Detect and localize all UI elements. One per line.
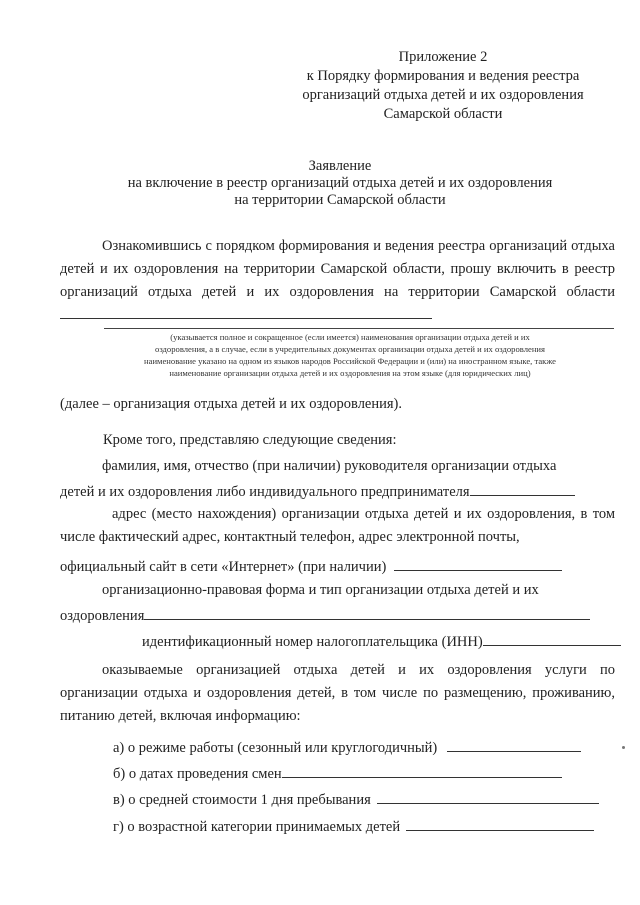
legal-form-paragraph — [60, 579, 615, 602]
title-line-1: Заявление — [308, 158, 372, 174]
legal-line-1: организационно-правовая форма и тип организации отдыха детей и их — [102, 582, 539, 598]
legal-form-field[interactable] — [144, 606, 590, 620]
head-line-2-row — [60, 482, 575, 501]
organization-name-field[interactable] — [60, 305, 432, 319]
item-b-field[interactable] — [282, 764, 562, 778]
note-line-2: оздоровления, а в случае, если в учредительных документах организации отдыха детей и их оздоровления — [155, 344, 545, 354]
after-note-text: (далее – организация отдыха детей и их оздоровления). — [60, 396, 403, 412]
head-name-field[interactable] — [470, 482, 575, 496]
intro-text: Ознакомившись с порядком формирования и ведения реестра организаций отдыха детей и их оздоровления на территории Самарской области, прошу включить в реестр организаций отдыха детей и их оздоровления на территории Самарской области — [60, 238, 615, 300]
item-b-label: б) о датах проведения смен — [113, 766, 282, 782]
item-c-row — [113, 790, 599, 809]
item-b-row — [113, 764, 562, 783]
head-field-paragraph — [60, 455, 615, 478]
item-a-field[interactable] — [447, 738, 581, 752]
item-d-label: г) о возрастной категории принимаемых детей — [113, 819, 401, 835]
note-line-1: (указывается полное и сокращенное (если имеется) наименования организации отдыха детей и их — [170, 332, 530, 342]
address-line-1: адрес (место нахождения) организации отдыха детей и их оздоровления, в — [112, 506, 588, 522]
inn-label: идентификационный номер налогоплательщика (ИНН) — [142, 634, 483, 650]
legal-line-2-row — [60, 606, 590, 625]
services-paragraph — [60, 659, 615, 728]
organization-name-line[interactable] — [104, 328, 614, 329]
appendix-line-4: Самарской области — [383, 106, 503, 122]
inn-row — [142, 632, 621, 651]
services-line-1: оказываемые организацией отдыха детей и их оздоровления услуги по — [102, 662, 615, 678]
services-line-3: проживанию, питанию детей, включая информацию: — [60, 685, 616, 724]
services-line-2: организации отдыха и оздоровления детей, в том числе по размещению, — [60, 685, 527, 701]
appendix-header — [278, 48, 608, 124]
appendix-line-2: к Порядку формирования и ведения реестра — [306, 68, 580, 84]
additional-info-heading: Кроме того, представляю следующие сведения: — [103, 432, 397, 448]
address-line-3-row — [60, 557, 562, 576]
appendix-line-3: организаций отдыха детей и их оздоровления — [302, 87, 584, 103]
inn-field[interactable] — [483, 632, 621, 646]
item-a-row — [113, 738, 581, 757]
item-c-label: в) о средней стоимости 1 дня пребывания — [113, 792, 371, 808]
item-a-label: а) о режиме работы (сезонный или круглогодичный) — [113, 740, 438, 756]
note-line-3: наименование указано на одном из языков народов Российской Федерации и (или) на иностранном языке, также — [144, 356, 556, 366]
address-line-3: официальный сайт в сети «Интернет» (при наличии) — [60, 559, 387, 575]
item-d-field[interactable] — [406, 817, 594, 831]
title-line-2: на включение в реестр организаций отдыха детей и их оздоровления — [127, 175, 553, 191]
scan-speck — [622, 746, 625, 749]
head-line-1: фамилия, имя, отчество (при наличии) руководителя организации отдыха — [102, 458, 557, 474]
title-line-3: на территории Самарской области — [234, 192, 446, 208]
document-title — [60, 158, 620, 209]
field-explanation-note — [100, 331, 600, 379]
legal-line-2: оздоровления — [60, 608, 145, 624]
address-field[interactable] — [394, 557, 562, 571]
note-line-4: наименование организации отдыха детей и их оздоровления на этом языке (для юридических лиц) — [169, 368, 531, 378]
item-c-field[interactable] — [377, 790, 599, 804]
head-line-2: детей и их оздоровления либо индивидуального предпринимателя — [60, 484, 470, 500]
address-line-2: том числе фактический адрес, контактный телефон, адрес электронной почты, — [60, 506, 616, 545]
item-d-row — [113, 817, 594, 836]
intro-paragraph — [60, 235, 615, 327]
address-field-paragraph — [60, 503, 615, 549]
appendix-line-1: Приложение 2 — [398, 49, 488, 65]
